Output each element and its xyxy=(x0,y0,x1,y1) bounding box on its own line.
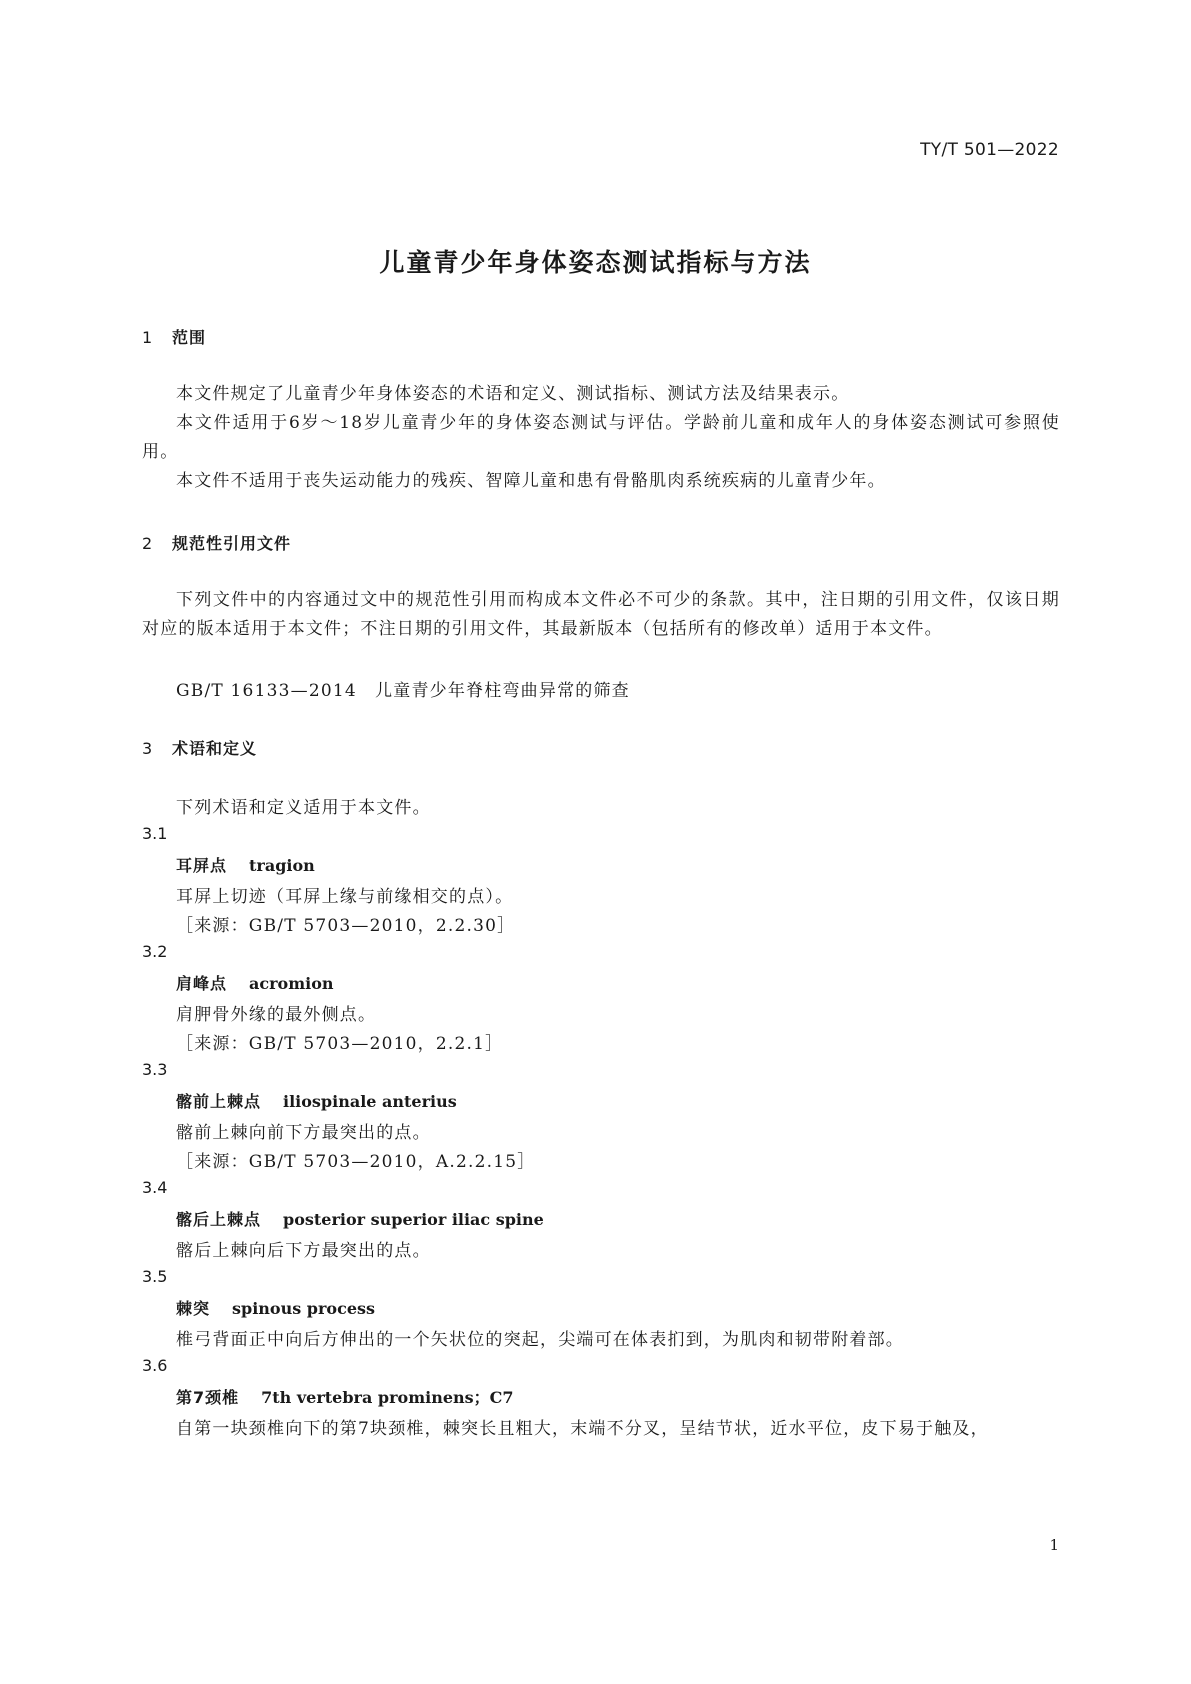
term-entry: 第7颈椎 7th vertebra prominens；C7 xyxy=(176,1388,514,1407)
scope-paragraph-1: 本文件规定了儿童青少年身体姿态的术语和定义、测试指标、测试方法及结果表示。 xyxy=(176,384,850,404)
term-definition: 髂后上棘向后下方最突出的点。 xyxy=(176,1241,431,1261)
page-number: 1 xyxy=(1049,1536,1059,1554)
term-definition: 自第一块颈椎向下的第7块颈椎，棘突长且粗大，末端不分叉，呈结节状，近水平位，皮下易于触及， xyxy=(176,1419,989,1439)
document-title: 儿童青少年身体姿态测试指标与方法 xyxy=(379,248,812,277)
term-source: ［来源：GB/T 5703—2010，2.2.30］ xyxy=(176,916,516,936)
term-entry: 肩峰点 acromion xyxy=(176,974,334,993)
term-definition: 髂前上棘向前下方最突出的点。 xyxy=(176,1123,431,1143)
scope-paragraph-3: 本文件不适用于丧失运动能力的残疾、智障儿童和患有骨骼肌肉系统疾病的儿童青少年。 xyxy=(176,471,886,491)
standard-code: TY/T 501—2022 xyxy=(920,140,1059,160)
section-3-heading: 3 术语和定义 xyxy=(142,739,258,758)
normative-paragraph: 下列文件中的内容通过文中的规范性引用而构成本文件必不可少的条款。其中，注日期的引用文件，仅该日期对应的版本适用于本文件；不注日期的引用文件，其最新版本（包括所有的修改单）适用于本文件。 xyxy=(142,590,1060,639)
clause-number: 3.2 xyxy=(142,942,168,961)
term-entry: 耳屏点 tragion xyxy=(176,856,315,875)
section-1-heading: 1 范围 xyxy=(142,328,207,347)
term-source: ［来源：GB/T 5703—2010，2.2.1］ xyxy=(176,1034,504,1054)
terms-intro: 下列术语和定义适用于本文件。 xyxy=(176,798,431,818)
clause-number: 3.4 xyxy=(142,1178,168,1197)
clause-number: 3.6 xyxy=(142,1356,168,1375)
term-definition: 肩胛骨外缘的最外侧点。 xyxy=(176,1005,377,1025)
term-entry: 棘突 spinous process xyxy=(176,1299,376,1318)
term-definition: 椎弓背面正中向后方伸出的一个矢状位的突起，尖端可在体表扪到，为肌肉和韧带附着部。 xyxy=(176,1330,904,1350)
term-definition: 耳屏上切迹（耳屏上缘与前缘相交的点）。 xyxy=(176,887,514,907)
clause-number: 3.1 xyxy=(142,824,168,843)
scope-paragraph-2: 本文件适用于6岁～18岁儿童青少年的身体姿态测试与评估。学龄前儿童和成年人的身体姿态测试可参照使用。 xyxy=(142,413,1060,462)
clause-number: 3.3 xyxy=(142,1060,168,1079)
term-entry: 髂前上棘点 iliospinale anterius xyxy=(176,1092,457,1111)
term-source: ［来源：GB/T 5703—2010，A.2.2.15］ xyxy=(176,1152,536,1172)
normative-reference: GB/T 16133—2014 儿童青少年脊柱弯曲异常的筛查 xyxy=(176,681,630,701)
section-2-heading: 2 规范性引用文件 xyxy=(142,534,292,553)
clause-number: 3.5 xyxy=(142,1267,168,1286)
term-entry: 髂后上棘点 posterior superior iliac spine xyxy=(176,1210,544,1229)
